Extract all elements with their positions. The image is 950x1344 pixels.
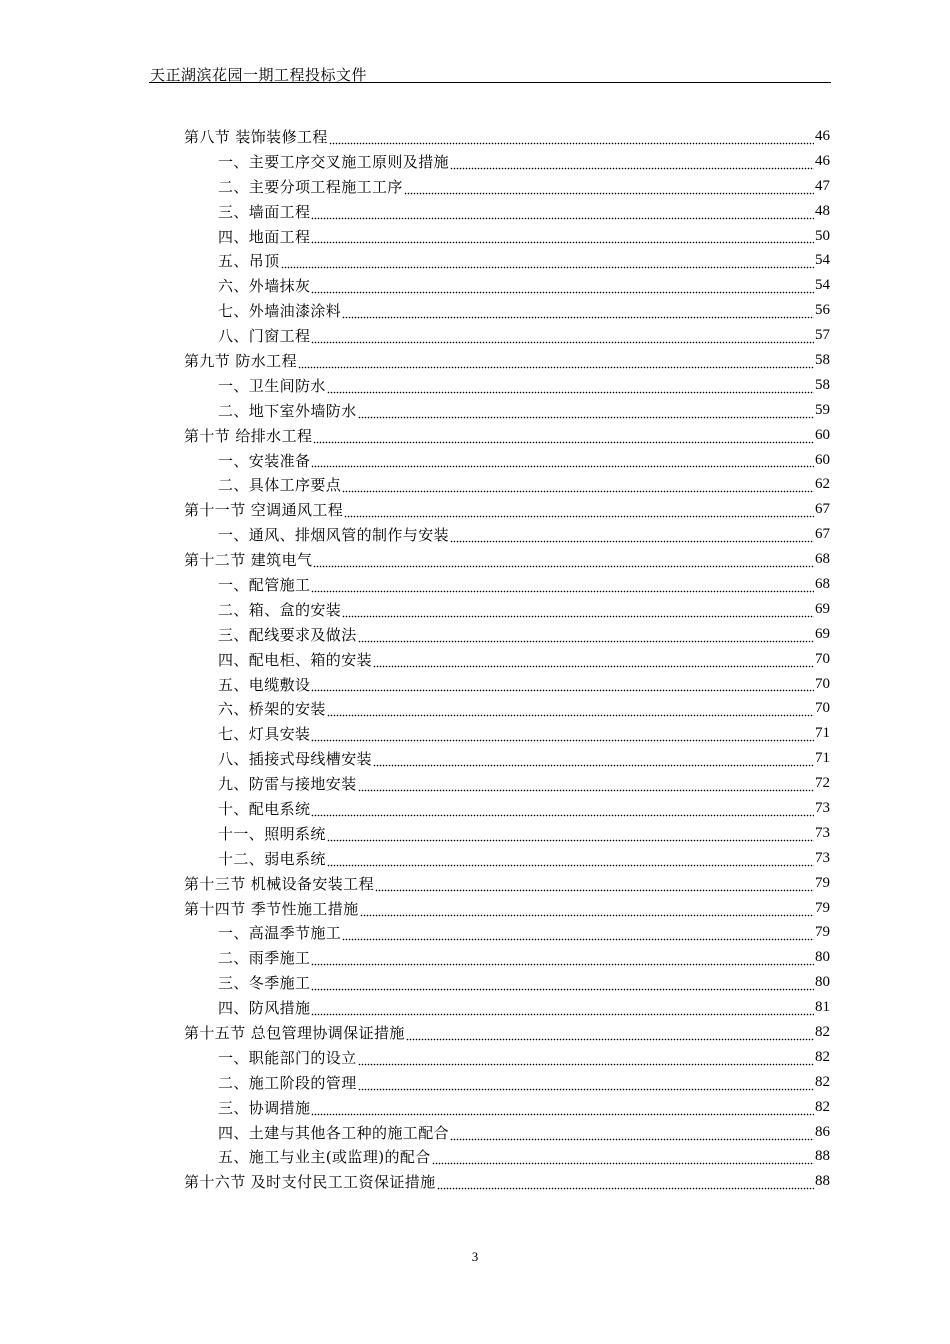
toc-dot-leader <box>358 403 814 419</box>
toc-subsection-entry[interactable] <box>184 448 830 473</box>
toc-dot-leader <box>311 950 814 966</box>
document-header-title: 天正湖滨花园一期工程投标文件 <box>150 66 368 84</box>
toc-dot-leader <box>437 1174 814 1190</box>
toc-dot-leader <box>311 577 814 593</box>
toc-entry-title: 一、配管施工 <box>218 575 311 594</box>
toc-entry-title: 第十一节 空调通风工程 <box>184 501 344 520</box>
toc-entry-page-number: 70 <box>815 650 830 667</box>
toc-entry-page-number: 69 <box>815 600 830 617</box>
page-number: 3 <box>471 1249 479 1264</box>
toc-entry-title: 三、协调措施 <box>218 1098 311 1117</box>
toc-dot-leader <box>358 1075 814 1091</box>
toc-dot-leader <box>450 527 814 543</box>
toc-entry-title: 十、配电系统 <box>218 799 311 818</box>
toc-entry-page-number: 68 <box>815 551 830 568</box>
toc-subsection-entry[interactable] <box>184 970 830 995</box>
toc-subsection-entry[interactable] <box>184 622 830 647</box>
toc-dot-leader <box>327 378 814 394</box>
toc-entry-page-number: 48 <box>815 202 830 219</box>
toc-dot-leader <box>313 428 814 444</box>
toc-dot-leader <box>329 129 814 145</box>
toc-entry-title: 一、职能部门的设立 <box>218 1048 357 1067</box>
toc-entry-title: 第十三节 机械设备安装工程 <box>184 874 374 893</box>
toc-section-entry[interactable] <box>184 871 830 896</box>
toc-entry-page-number: 71 <box>815 750 830 767</box>
toc-entry-title: 第十二节 建筑电气 <box>184 551 313 570</box>
toc-entry-page-number: 70 <box>815 675 830 692</box>
toc-dot-leader <box>450 154 814 170</box>
toc-entry-page-number: 70 <box>815 700 830 717</box>
toc-entry-title: 五、电缆敷设 <box>218 675 311 694</box>
toc-dot-leader <box>311 975 814 991</box>
toc-dot-leader <box>311 228 814 244</box>
toc-entry-page-number: 57 <box>815 327 830 344</box>
toc-entry-title: 一、安装准备 <box>218 451 311 470</box>
toc-entry-page-number: 59 <box>815 401 830 418</box>
toc-entry-page-number: 73 <box>815 799 830 816</box>
toc-entry-title: 二、具体工序要点 <box>218 476 342 495</box>
toc-dot-leader <box>311 328 814 344</box>
toc-entry-page-number: 60 <box>815 451 830 468</box>
toc-subsection-entry[interactable] <box>184 149 830 174</box>
toc-subsection-entry[interactable] <box>184 273 830 298</box>
toc-entry-page-number: 88 <box>815 1173 830 1190</box>
table-of-contents <box>184 124 830 1194</box>
toc-dot-leader <box>311 726 814 742</box>
toc-entry-title: 七、灯具安装 <box>218 725 311 744</box>
toc-entry-title: 三、冬季施工 <box>218 974 311 993</box>
toc-dot-leader <box>311 801 814 817</box>
toc-subsection-entry[interactable] <box>184 1145 830 1170</box>
toc-dot-leader <box>450 1125 814 1141</box>
toc-entry-title: 第九节 防水工程 <box>184 351 297 370</box>
toc-entry-page-number: 73 <box>815 849 830 866</box>
toc-dot-leader <box>406 1025 814 1041</box>
toc-dot-leader <box>311 1100 814 1116</box>
toc-section-entry[interactable] <box>184 124 830 149</box>
toc-entry-page-number: 82 <box>815 1048 830 1065</box>
toc-entry-title: 二、地下室外墙防水 <box>218 401 357 420</box>
toc-entry-title: 一、卫生间防水 <box>218 376 326 395</box>
toc-subsection-entry[interactable] <box>184 647 830 672</box>
toc-subsection-entry[interactable] <box>184 746 830 771</box>
toc-subsection-entry[interactable] <box>184 721 830 746</box>
toc-subsection-entry[interactable] <box>184 298 830 323</box>
toc-section-entry[interactable] <box>184 547 830 572</box>
toc-entry-title: 四、防风措施 <box>218 999 311 1018</box>
toc-entry-title: 四、土建与其他各工种的施工配合 <box>218 1123 450 1142</box>
toc-subsection-entry[interactable] <box>184 248 830 273</box>
toc-entry-page-number: 86 <box>815 1123 830 1140</box>
toc-entry-page-number: 54 <box>815 277 830 294</box>
toc-entry-title: 六、外墙抹灰 <box>218 277 311 296</box>
toc-dot-leader <box>360 901 814 917</box>
toc-subsection-entry[interactable] <box>184 373 830 398</box>
toc-entry-page-number: 79 <box>815 899 830 916</box>
toc-subsection-entry[interactable] <box>184 1095 830 1120</box>
toc-dot-leader <box>311 676 814 692</box>
header-divider <box>149 82 831 83</box>
toc-entry-page-number: 71 <box>815 725 830 742</box>
toc-dot-leader <box>311 278 814 294</box>
toc-subsection-entry[interactable] <box>184 1045 830 1070</box>
toc-subsection-entry[interactable] <box>184 672 830 697</box>
toc-subsection-entry[interactable] <box>184 995 830 1020</box>
toc-entry-page-number: 56 <box>815 302 830 319</box>
toc-section-entry[interactable] <box>184 896 830 921</box>
toc-entry-title: 五、施工与业主(或监理)的配合 <box>218 1148 431 1167</box>
toc-subsection-entry[interactable] <box>184 945 830 970</box>
toc-entry-page-number: 82 <box>815 1024 830 1040</box>
toc-entry-title: 十一、照明系统 <box>218 824 326 843</box>
toc-subsection-entry[interactable] <box>184 921 830 946</box>
toc-entry-page-number: 80 <box>815 949 830 966</box>
toc-section-entry[interactable] <box>184 1020 830 1045</box>
toc-section-entry[interactable] <box>184 497 830 522</box>
toc-subsection-entry[interactable] <box>184 174 830 199</box>
toc-dot-leader <box>432 1149 814 1165</box>
toc-section-entry[interactable] <box>184 348 830 373</box>
toc-entry-title: 二、雨季施工 <box>218 949 311 968</box>
toc-entry-page-number: 80 <box>815 974 830 991</box>
toc-entry-title: 一、高温季节施工 <box>218 924 342 943</box>
toc-entry-page-number: 68 <box>815 575 830 592</box>
toc-dot-leader <box>281 253 814 269</box>
toc-entry-title: 第八节 装饰装修工程 <box>184 127 328 146</box>
toc-subsection-entry[interactable] <box>184 572 830 597</box>
toc-dot-leader <box>298 353 814 369</box>
toc-entry-title: 八、门窗工程 <box>218 327 311 346</box>
toc-dot-leader <box>311 1000 814 1016</box>
toc-dot-leader <box>342 477 814 493</box>
toc-dot-leader <box>358 1050 814 1066</box>
toc-dot-leader <box>404 179 814 195</box>
toc-dot-leader <box>373 652 814 668</box>
toc-subsection-entry[interactable] <box>184 398 830 423</box>
toc-subsection-entry[interactable] <box>184 846 830 871</box>
toc-entry-page-number: 46 <box>815 152 830 169</box>
toc-dot-leader <box>342 925 814 941</box>
toc-entry-title: 五、吊顶 <box>218 252 280 271</box>
toc-entry-page-number: 88 <box>815 1148 830 1165</box>
toc-entry-title: 九、防雷与接地安装 <box>218 775 357 794</box>
toc-subsection-entry[interactable] <box>184 472 830 497</box>
toc-entry-title: 四、配电柜、箱的安装 <box>218 650 373 669</box>
toc-subsection-entry[interactable] <box>184 1070 830 1095</box>
toc-entry-page-number: 69 <box>815 625 830 642</box>
toc-dot-leader <box>313 552 814 568</box>
toc-dot-leader <box>373 751 814 767</box>
toc-dot-leader <box>327 826 814 842</box>
toc-entry-page-number: 54 <box>815 252 830 269</box>
toc-entry-page-number: 67 <box>815 526 830 543</box>
toc-subsection-entry[interactable] <box>184 224 830 249</box>
toc-entry-page-number: 72 <box>815 775 830 792</box>
toc-section-entry[interactable] <box>184 1169 830 1194</box>
toc-dot-leader <box>358 776 814 792</box>
toc-subsection-entry[interactable] <box>184 821 830 846</box>
toc-entry-title: 二、施工阶段的管理 <box>218 1073 357 1092</box>
toc-entry-page-number: 46 <box>815 127 830 144</box>
toc-dot-leader <box>344 502 814 518</box>
toc-dot-leader <box>327 701 814 717</box>
toc-subsection-entry[interactable] <box>184 522 830 547</box>
toc-entry-page-number: 60 <box>815 426 830 443</box>
toc-section-entry[interactable] <box>184 423 830 448</box>
toc-entry-title: 八、插接式母线槽安装 <box>218 750 373 769</box>
toc-entry-title: 四、地面工程 <box>218 227 311 246</box>
toc-entry-title: 七、外墙油漆涂料 <box>218 302 342 321</box>
toc-entry-page-number: 79 <box>815 874 830 891</box>
toc-entry-page-number: 58 <box>815 351 830 368</box>
toc-entry-title: 一、通风、排烟风管的制作与安装 <box>218 526 450 545</box>
toc-subsection-entry[interactable] <box>184 796 830 821</box>
toc-entry-title: 三、配线要求及做法 <box>218 625 357 644</box>
toc-entry-title: 一、主要工序交叉施工原则及措施 <box>218 152 450 171</box>
toc-subsection-entry[interactable] <box>184 696 830 721</box>
toc-dot-leader <box>375 876 814 892</box>
toc-entry-title: 三、墙面工程 <box>218 202 311 221</box>
toc-dot-leader <box>342 303 814 319</box>
toc-subsection-entry[interactable] <box>184 323 830 348</box>
toc-subsection-entry[interactable] <box>184 597 830 622</box>
toc-entry-page-number: 82 <box>815 1098 830 1115</box>
toc-entry-page-number: 47 <box>815 177 830 194</box>
toc-entry-title: 六、桥架的安装 <box>218 700 326 719</box>
toc-entry-page-number: 58 <box>815 376 830 393</box>
toc-dot-leader <box>358 627 814 643</box>
toc-entry-page-number: 73 <box>815 824 830 841</box>
toc-entry-title: 第十五节 总包管理协调保证措施 <box>184 1024 405 1042</box>
toc-entry-page-number: 50 <box>815 227 830 244</box>
toc-entry-title: 二、主要分项工程施工工序 <box>218 177 403 196</box>
toc-entry-title: 十二、弱电系统 <box>218 849 326 868</box>
toc-entry-page-number: 67 <box>815 501 830 518</box>
toc-dot-leader <box>342 602 814 618</box>
toc-dot-leader <box>311 452 814 468</box>
toc-entry-title: 第十六节 及时支付民工工资保证措施 <box>184 1173 436 1192</box>
toc-entry-page-number: 62 <box>815 476 830 493</box>
toc-dot-leader <box>327 851 814 867</box>
toc-subsection-entry[interactable] <box>184 1120 830 1145</box>
toc-entry-title: 第十节 给排水工程 <box>184 426 313 445</box>
toc-entry-page-number: 81 <box>815 999 830 1016</box>
toc-entry-title: 第十四节 季节性施工措施 <box>184 899 359 918</box>
toc-entry-page-number: 79 <box>815 924 830 941</box>
toc-entry-title: 二、箱、盒的安装 <box>218 600 342 619</box>
toc-subsection-entry[interactable] <box>184 199 830 224</box>
toc-dot-leader <box>311 204 814 220</box>
toc-subsection-entry[interactable] <box>184 771 830 796</box>
toc-entry-page-number: 82 <box>815 1073 830 1090</box>
